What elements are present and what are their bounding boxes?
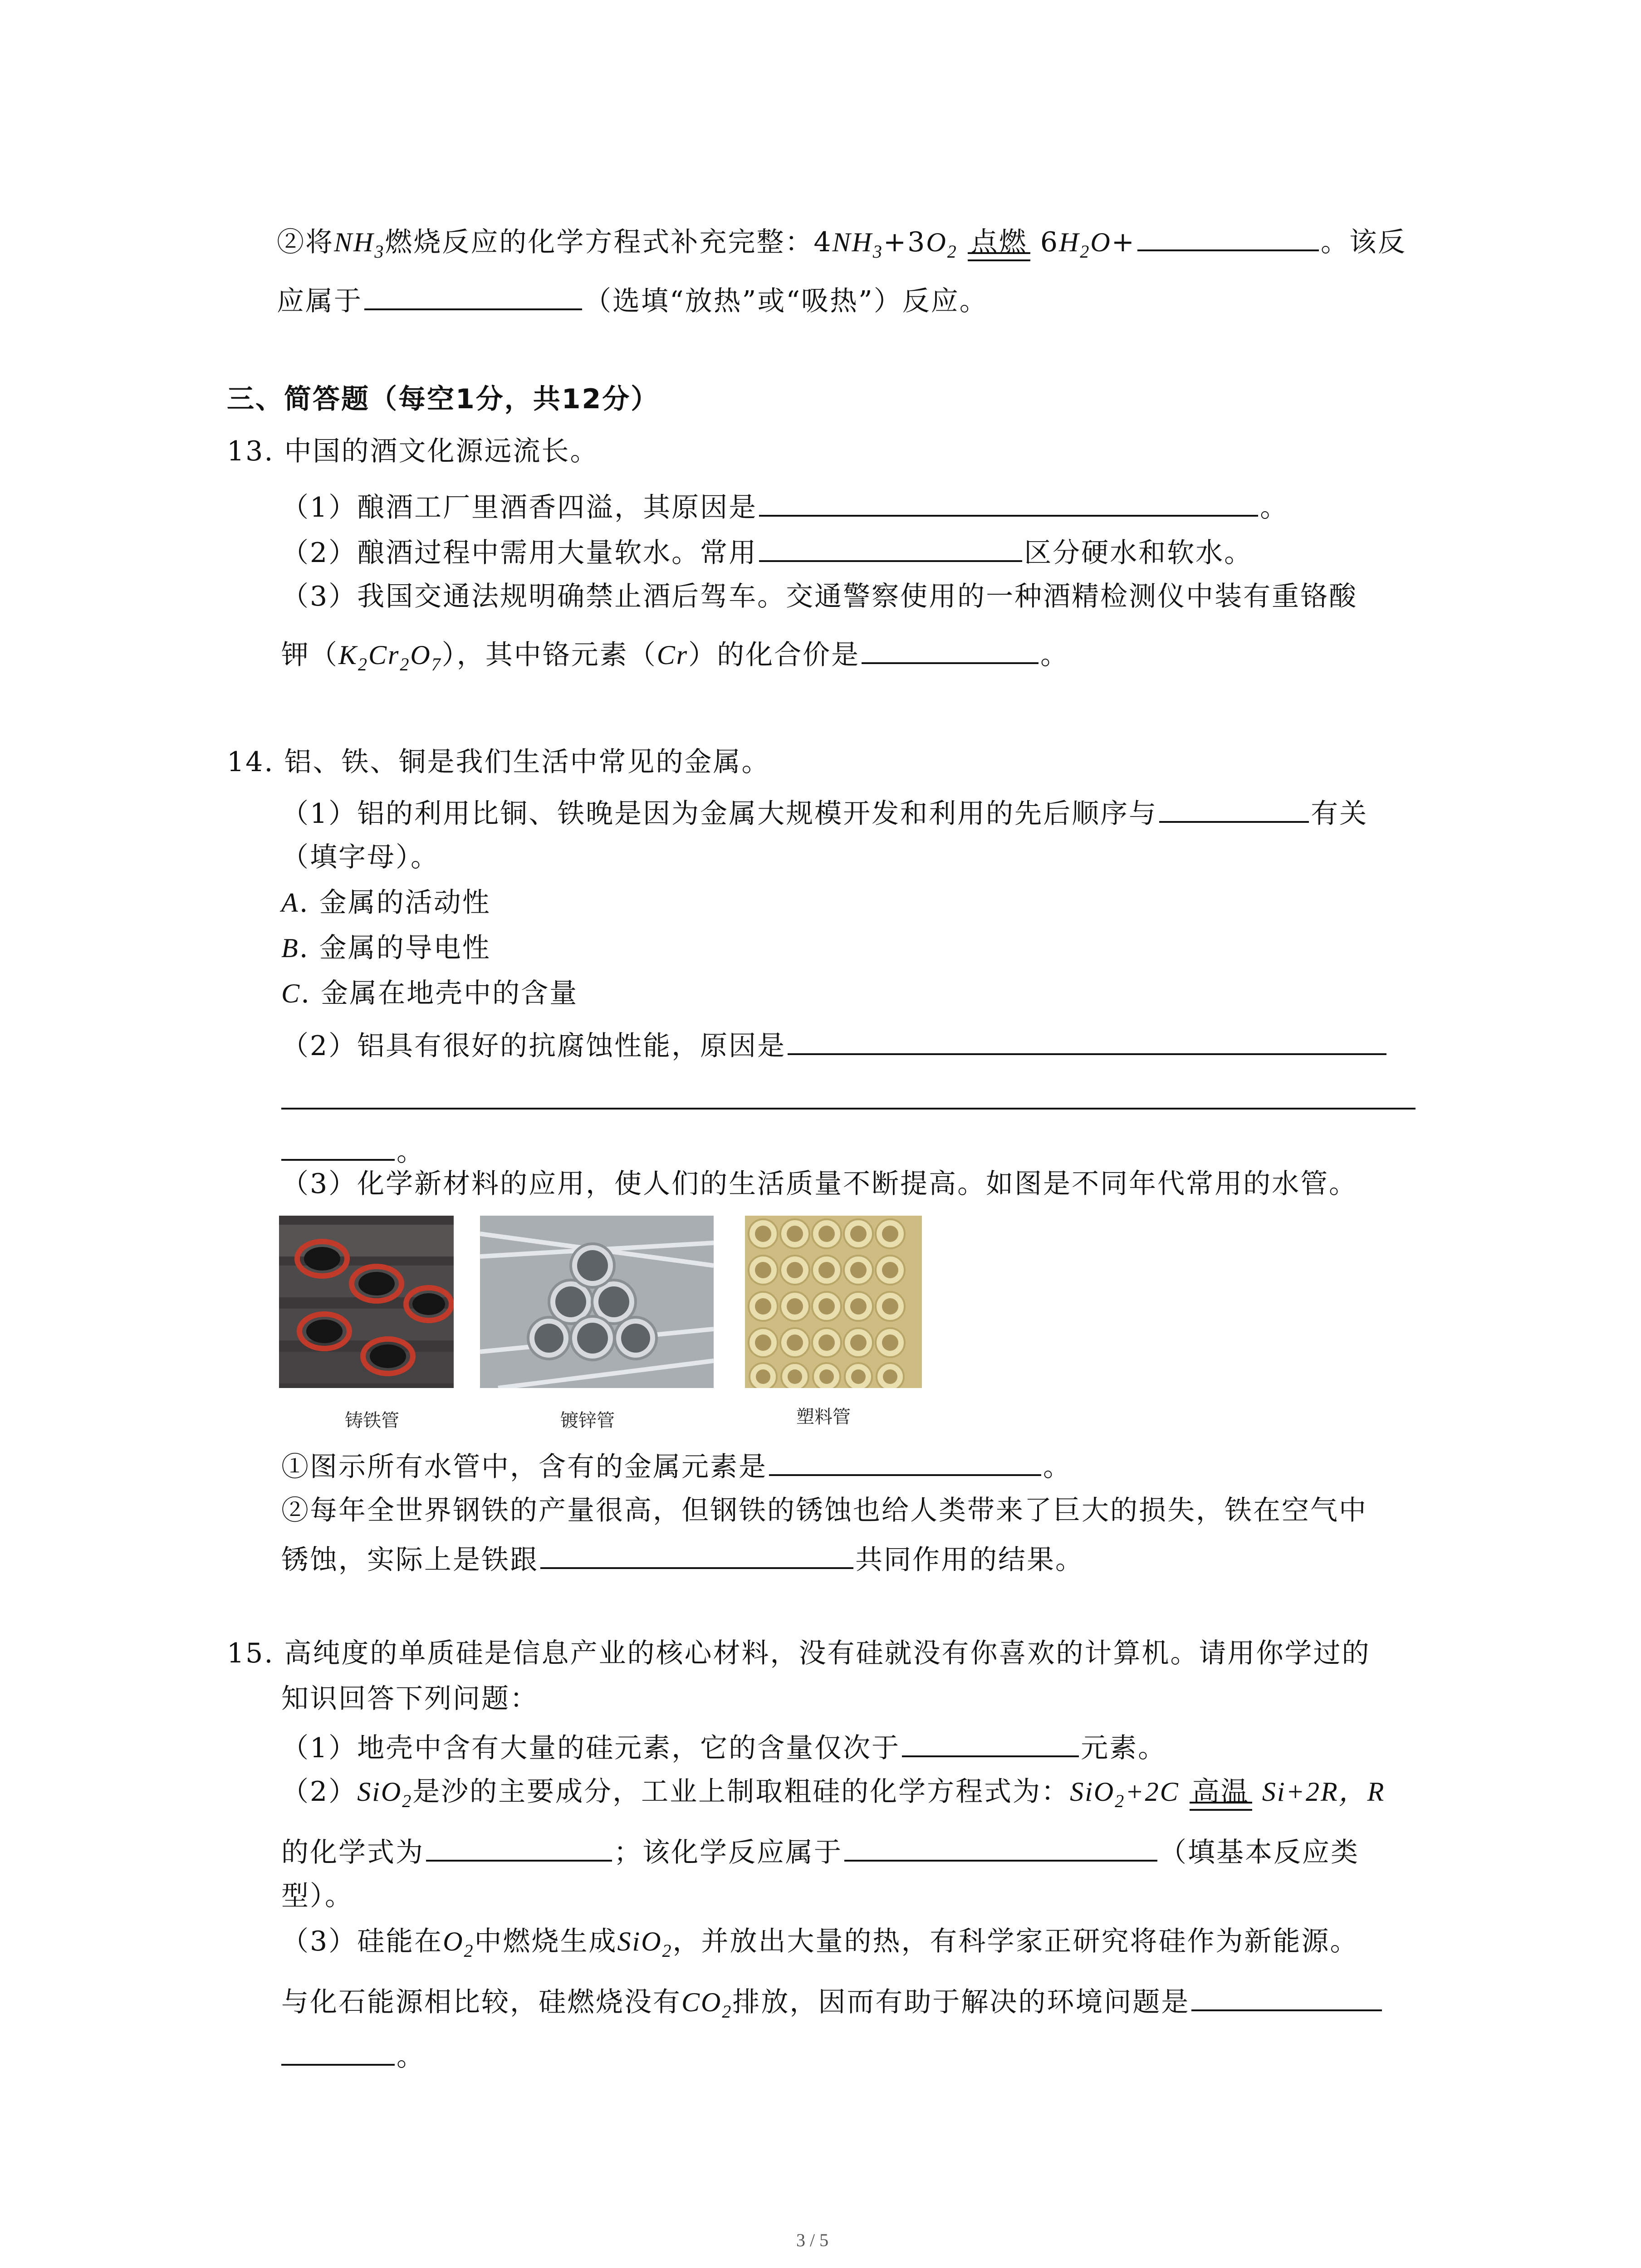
formula-sio2: SiO$_2$: [357, 1777, 413, 1811]
answer-blank[interactable]: [769, 1447, 1041, 1476]
answer-blank[interactable]: [281, 2037, 395, 2066]
formula-nh3: $NH_3$: [832, 227, 883, 262]
image-caption: 镀锌管: [560, 1410, 615, 1431]
q15-part2-line3: 型）。: [281, 1880, 353, 1912]
q14-sub2-line2: 锈蚀，实际上是铁跟 共同作用的结果。: [281, 1540, 1084, 1578]
formula-k2cr2o7: $K_2Cr_2O_7$: [338, 640, 442, 675]
plastic-pipe-image: [745, 1216, 922, 1388]
answer-blank-line[interactable]: [281, 1108, 1416, 1110]
answer-blank[interactable]: [281, 1132, 395, 1161]
image-caption: 铸铁管: [345, 1410, 399, 1431]
reaction-condition: 点燃: [968, 224, 1030, 260]
q13-part1: （1）酿酒工厂里酒香四溢，其原因是 。: [281, 488, 1288, 526]
page-number: 3 / 5: [796, 2230, 829, 2250]
answer-blank[interactable]: [1191, 1982, 1382, 2011]
q13-part2: （2）酿酒过程中需用大量软水。常用 区分硬水和软水。: [281, 533, 1253, 571]
q14-option-a: A. 金属的活动性: [281, 887, 491, 919]
answer-blank[interactable]: [1137, 222, 1319, 251]
formula-o2: $O_2$: [443, 1926, 475, 1961]
q15-stem-line1: 15. 高纯度的单质硅是信息产业的核心材料，没有硅就没有你喜欢的计算机。请用你学过的: [227, 1637, 1371, 1669]
answer-blank[interactable]: [862, 635, 1038, 664]
answer-blank[interactable]: [788, 1026, 1386, 1055]
answer-blank[interactable]: [759, 533, 1022, 562]
q12-equation-line: ②将$NH_3$燃烧反应的化学方程式补充完整：$4NH_3+3O_2$ 点燃 $6H_2O+$ 。该反: [277, 222, 1406, 260]
answer-blank[interactable]: [902, 1728, 1079, 1757]
q14-part1-line2: （填字母）。: [281, 841, 439, 873]
formula-co2: $CO_2$: [681, 1987, 733, 2022]
q14-part1: （1）铝的利用比铜、铁晚是因为金属大规模开发和利用的先后顺序与 有关: [281, 794, 1368, 832]
image-caption: 塑料管: [796, 1407, 851, 1427]
q12-line2: 应属于 （选填“放热”或“吸热”）反应。: [277, 281, 988, 319]
q15-part2-line2: 的化学式为 ；该化学反应属于 （填基本反应类: [281, 1833, 1359, 1871]
answer-blank[interactable]: [426, 1833, 612, 1862]
reaction-condition: 高温: [1190, 1774, 1252, 1810]
cast-iron-pipe-image: [279, 1216, 454, 1388]
q12-text: ②将: [277, 226, 334, 258]
answer-blank[interactable]: [1159, 794, 1309, 823]
formula-sio2: SiO$_2$: [1070, 1777, 1126, 1811]
q15-stem-line2: 知识回答下列问题：: [281, 1683, 539, 1715]
q15-part1: （1）地壳中含有大量的硅元素，它的含量仅次于 元素。: [281, 1728, 1166, 1766]
formula-nh3: $NH_3$: [334, 227, 385, 262]
answer-blank[interactable]: [364, 281, 582, 310]
q14-part2-end: 。: [281, 1132, 425, 1170]
q14-part2: （2）铝具有很好的抗腐蚀性能，原因是: [281, 1026, 1388, 1064]
answer-blank[interactable]: [759, 488, 1258, 517]
q13-stem: 13. 中国的酒文化源远流长。: [227, 435, 599, 467]
formula-h2o: $H_2O$: [1059, 227, 1112, 262]
section-heading: 三、简答题（每空1分，共12分）: [227, 383, 660, 415]
answer-blank[interactable]: [540, 1540, 853, 1569]
q14-sub1: ①图示所有水管中，含有的金属元素是 。: [281, 1447, 1072, 1485]
q15-part2: （2）SiO$_2$是沙的主要成分，工业上制取粗硅的化学方程式为：SiO$_2$+2C 高温 Si+2R，R: [281, 1774, 1385, 1810]
answer-blank[interactable]: [844, 1833, 1157, 1862]
galvanized-pipe-image: [480, 1216, 714, 1388]
q13-part3-line1: （3）我国交通法规明确禁止酒后驾车。交通警察使用的一种酒精检测仪中装有重铬酸: [281, 581, 1358, 612]
formula-o2: $O_2$: [926, 227, 958, 262]
formula-sio2: SiO$_2$: [617, 1926, 673, 1961]
q14-option-c: C. 金属在地壳中的含量: [281, 978, 578, 1009]
q13-part3-line2: 钾$(K_2Cr_2O_7)$，其中铬元素（Cr）的化合价是 。: [281, 635, 1069, 673]
q14-stem: 14. 铝、铁、铜是我们生活中常见的金属。: [227, 746, 770, 778]
q14-part3: （3）化学新材料的应用，使人们的生活质量不断提高。如图是不同年代常用的水管。: [281, 1168, 1358, 1200]
q14-sub2-line1: ②每年全世界钢铁的产量很高，但钢铁的锈蚀也给人类带来了巨大的损失，铁在空气中: [281, 1495, 1367, 1526]
q14-option-b: B. 金属的导电性: [281, 932, 491, 964]
q15-part3-end: 。: [281, 2037, 425, 2075]
q15-part3: （3）硅能在$O_2$中燃烧生成SiO$_2$，并放出大量的热，有科学家正研究将硅作为新能源。: [281, 1926, 1359, 1961]
q15-part3-line2: 与化石能源相比较，硅燃烧没有$CO_2$排放，因而有助于解决的环境问题是: [281, 1982, 1384, 2020]
